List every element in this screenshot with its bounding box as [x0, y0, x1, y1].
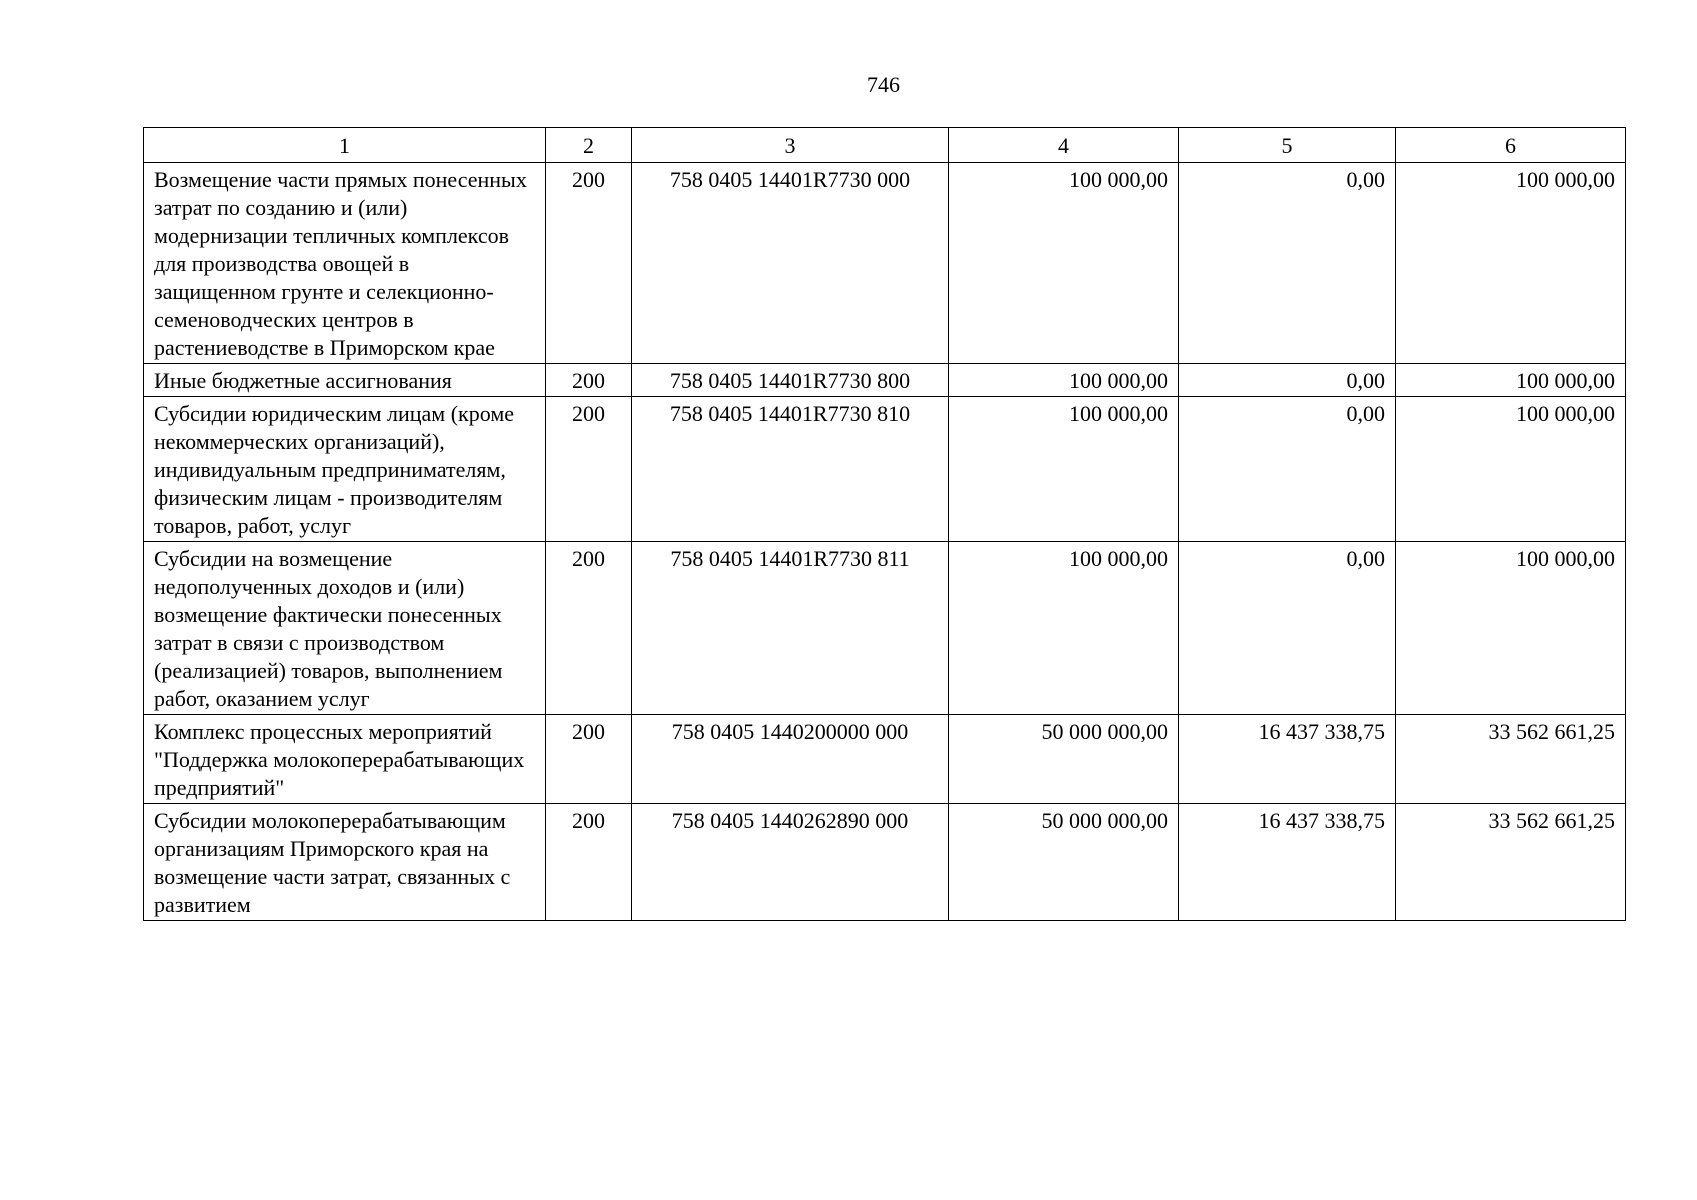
table-row	[144, 715, 1626, 804]
row-code-cell: 758 0405 14401R7730 000	[632, 163, 949, 364]
table-row	[144, 542, 1626, 715]
row-code-cell: 758 0405 14401R7730 810	[632, 397, 949, 542]
row-remainder-cell: 33 562 661,25	[1396, 715, 1626, 804]
column-header: 2	[546, 128, 632, 163]
row-name-cell: Возмещение части прямых понесенных затрат по созданию и (или) модернизации тепличных комплексов для производства овощей в защищенном грунте и селекционно-семеноводческих центров в растениеводстве в Приморском крае	[144, 163, 546, 364]
row-executed-cell: 16 437 338,75	[1179, 715, 1396, 804]
row-plan-cell: 100 000,00	[949, 397, 1179, 542]
row-code-cell: 758 0405 1440200000 000	[632, 715, 949, 804]
table-row	[144, 163, 1626, 364]
row-plan-cell: 100 000,00	[949, 542, 1179, 715]
column-header: 1	[144, 128, 546, 163]
row-plan-cell: 50 000 000,00	[949, 804, 1179, 921]
row-plan-cell: 100 000,00	[949, 163, 1179, 364]
row-executed-cell: 0,00	[1179, 542, 1396, 715]
table-header-row	[144, 128, 1626, 163]
row-remainder-cell: 33 562 661,25	[1396, 804, 1626, 921]
row-grbs-cell: 200	[546, 364, 632, 397]
row-grbs-cell: 200	[546, 715, 632, 804]
page-number: 746	[867, 72, 900, 97]
row-plan-cell: 50 000 000,00	[949, 715, 1179, 804]
row-grbs-cell: 200	[546, 163, 632, 364]
column-header: 6	[1396, 128, 1626, 163]
row-executed-cell: 0,00	[1179, 163, 1396, 364]
row-remainder-cell: 100 000,00	[1396, 542, 1626, 715]
column-header: 3	[632, 128, 949, 163]
row-plan-cell: 100 000,00	[949, 364, 1179, 397]
budget-table	[143, 127, 1626, 921]
row-executed-cell: 16 437 338,75	[1179, 804, 1396, 921]
row-code-cell: 758 0405 1440262890 000	[632, 804, 949, 921]
row-grbs-cell: 200	[546, 804, 632, 921]
row-executed-cell: 0,00	[1179, 364, 1396, 397]
row-name-cell: Субсидии молокоперерабатывающим организациям Приморского края на возмещение части затрат, связанных с развитием	[144, 804, 546, 921]
row-remainder-cell: 100 000,00	[1396, 163, 1626, 364]
row-name-cell: Субсидии на возмещение недополученных доходов и (или) возмещение фактически понесенных затрат в связи с производством (реализацией) товаров, выполнением работ, оказанием услуг	[144, 542, 546, 715]
table-row	[144, 397, 1626, 542]
row-code-cell: 758 0405 14401R7730 800	[632, 364, 949, 397]
column-header: 4	[949, 128, 1179, 163]
row-remainder-cell: 100 000,00	[1396, 364, 1626, 397]
row-executed-cell: 0,00	[1179, 397, 1396, 542]
table-row	[144, 804, 1626, 921]
row-name-cell: Комплекс процессных мероприятий "Поддержка молокоперерабатывающих предприятий"	[144, 715, 546, 804]
row-grbs-cell: 200	[546, 542, 632, 715]
row-name-cell: Субсидии юридическим лицам (кроме некоммерческих организаций), индивидуальным предпринимателям, физическим лицам - производителям товаров, работ, услуг	[144, 397, 546, 542]
row-code-cell: 758 0405 14401R7730 811	[632, 542, 949, 715]
column-header: 5	[1179, 128, 1396, 163]
table-row	[144, 364, 1626, 397]
row-remainder-cell: 100 000,00	[1396, 397, 1626, 542]
row-name-cell: Иные бюджетные ассигнования	[144, 364, 546, 397]
row-grbs-cell: 200	[546, 397, 632, 542]
